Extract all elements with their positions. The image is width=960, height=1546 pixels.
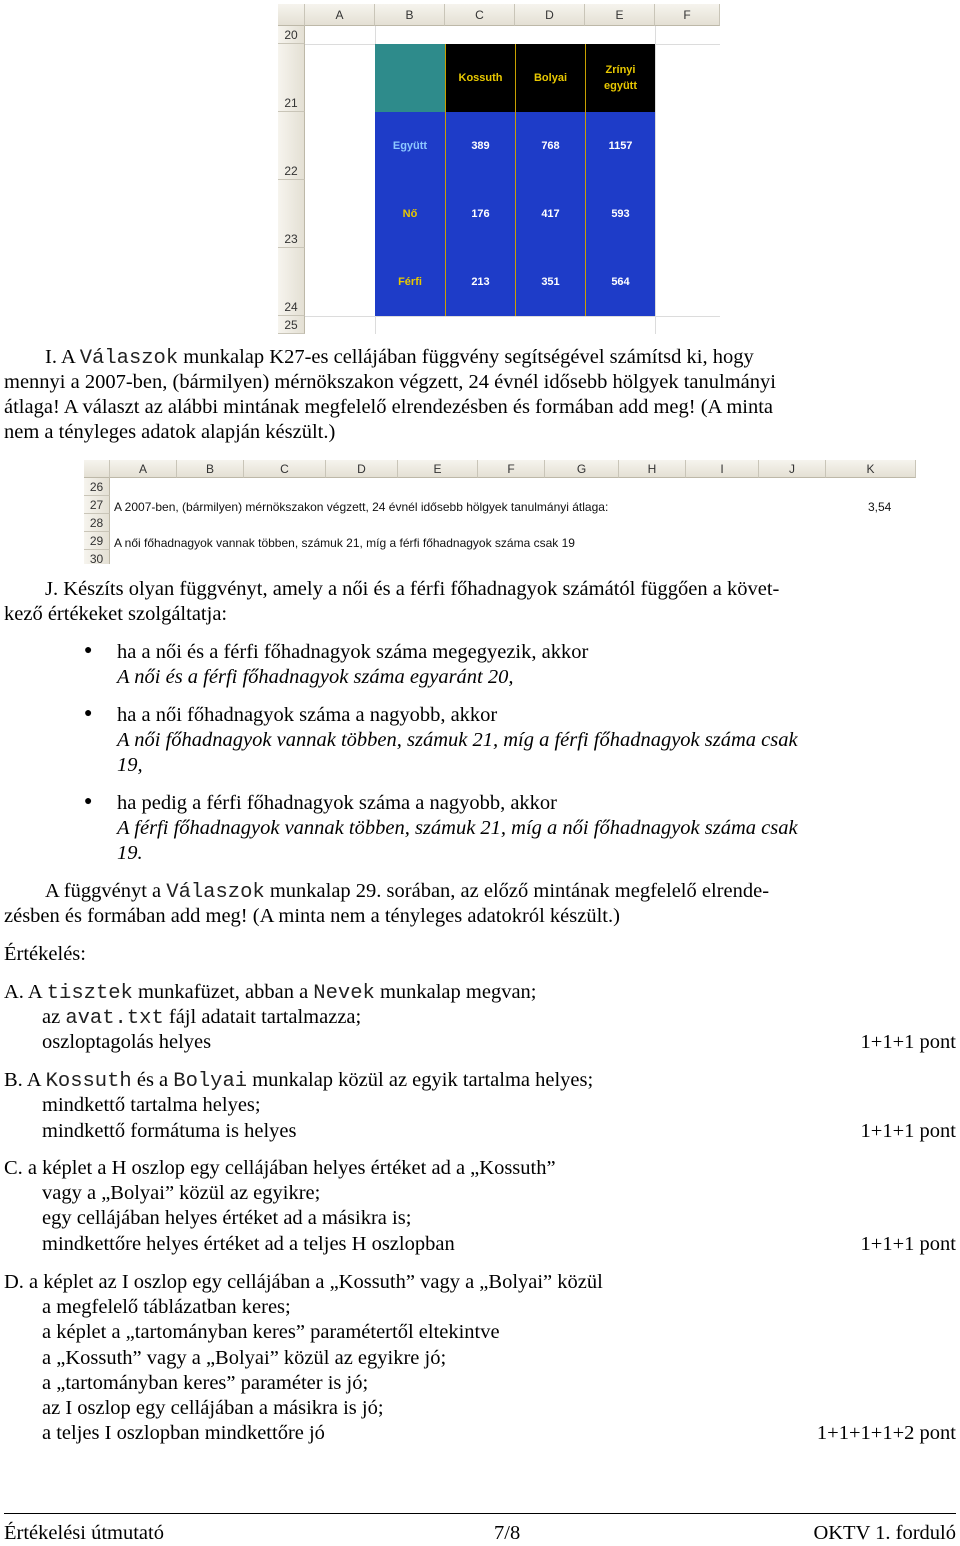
eval-b-points: 1+1+1 pont (860, 1120, 956, 1142)
corner-cell (84, 460, 110, 478)
code-valaszok: Válaszok (79, 347, 179, 370)
column-header-b: B (375, 4, 445, 26)
eval-b-line-3: mindkettő formátuma is helyes (42, 1120, 297, 1142)
row-header-22: 22 (278, 112, 305, 180)
column-header-g: G (545, 460, 619, 478)
condition-2: ha a női főhadnagyok száma a nagyobb, akkor (117, 704, 498, 726)
condition-3: ha pedig a férfi főhadnagyok száma a nagyobb, akkor (117, 792, 558, 814)
eval-c-line-4: mindkettőre helyes értéket ad a teljes H oszlopban (42, 1233, 455, 1255)
column-header-h: H (619, 460, 686, 478)
eval-d-points: 1+1+1+1+2 pont (816, 1422, 956, 1444)
colored-table (375, 44, 655, 316)
column-header-j: J (759, 460, 826, 478)
result-1: A női és a férfi főhadnagyok száma egyaránt 20, (117, 666, 514, 688)
row-header-20: 20 (278, 26, 305, 44)
task-j-line-1: J. Készíts olyan függvényt, amely a női és a férfi főhadnagyok számától függően a követ- (45, 578, 780, 600)
eval-a-prefix: A. A (4, 981, 47, 1003)
column-header-d: D (326, 460, 398, 478)
code-valaszok: Válaszok (166, 881, 265, 904)
row-header-26: 26 (84, 478, 110, 496)
corner-cell (278, 4, 305, 26)
column-header-c: C (445, 4, 515, 26)
footer-divider (4, 1513, 956, 1514)
eval-b-line-1 (4, 1068, 593, 1094)
eval-b-text-1: és a (131, 1069, 174, 1091)
task-j-footer-prefix: A függvényt a (45, 880, 167, 902)
table-corner-cell (375, 44, 445, 112)
row-header-29: 29 (84, 532, 110, 550)
eval-a2-text: fájl adatait tartalmazza; (163, 1006, 362, 1028)
column-header-f: F (655, 4, 720, 26)
condition-1: ha a női és a férfi főhadnagyok száma megegyezik, akkor (117, 641, 589, 663)
column-header-d: D (515, 4, 585, 26)
column-header-b: B (177, 460, 244, 478)
eval-a-line-3: oszloptagolás helyes (42, 1031, 212, 1053)
cell-egyutt-bolyai: 768 (515, 112, 585, 180)
spreadsheet-screenshot-sample (84, 460, 916, 564)
code-bolyai: Bolyai (173, 1070, 248, 1093)
eval-d-line-3: a képlet a „tartományban keres” paramétertől eltekintve (42, 1321, 500, 1343)
cell-k27-value: 3,54 (868, 500, 892, 514)
task-j-footer-line-2: zésben és formában add meg! (A minta nem a tényleges adatokról készült.) (4, 905, 620, 927)
column-header-e: E (398, 460, 478, 478)
task-j-footer-text: munkalap 29. sorában, az előző mintának megfelelő elrende- (264, 880, 770, 902)
row-header-21: 21 (278, 44, 305, 112)
row-header-30: 30 (84, 550, 110, 564)
row-label-no: Nő (375, 180, 445, 248)
task-i-text: munkalap K27-es cellájában függvény segítségével számítsd ki, hogy (178, 346, 754, 368)
cell-a29-text: A női főhadnagyok vannak többen, számuk 21, míg a férfi főhadnagyok száma csak 19 (114, 536, 575, 550)
cell-egyutt-kossuth: 389 (445, 112, 515, 180)
bullet-2: ● (84, 706, 93, 721)
code-kossuth: Kossuth (45, 1070, 132, 1093)
cell-ferfi-bolyai: 351 (515, 248, 585, 316)
eval-d-line-4: a „Kossuth” vagy a „Bolyai” közül az egyikre jó; (42, 1347, 447, 1369)
code-avat-txt: avat.txt (65, 1007, 164, 1030)
eval-a-line-1 (4, 980, 537, 1006)
column-header-k: K (826, 460, 916, 478)
eval-c-line-1: C. a képlet a H oszlop egy cellájában helyes értéket ad a „Kossuth” (4, 1157, 556, 1179)
eval-a-text-2: munkalap megvan; (374, 981, 537, 1003)
header-kossuth: Kossuth (445, 44, 515, 112)
header-zrinyi: Zrínyi együtt (585, 44, 655, 112)
eval-d-line-2: a megfelelő táblázatban keres; (42, 1296, 291, 1318)
code-nevek: Nevek (313, 982, 375, 1005)
task-i-line-2: mennyi a 2007-ben, (bármilyen) mérnökszakon végzett, 24 évnél idősebb hölgyek tanulmányi (4, 371, 776, 393)
row-header-25: 25 (278, 316, 305, 334)
result-2-end: 19, (117, 754, 143, 776)
eval-d-line-1: D. a képlet az I oszlop egy cellájában a „Kossuth” vagy a „Bolyai” közül (4, 1271, 603, 1293)
cell-ferfi-zrinyi: 564 (585, 248, 655, 316)
row-header-27: 27 (84, 496, 110, 514)
cell-egyutt-zrinyi: 1157 (585, 112, 655, 180)
task-i-line-3: átlaga! A választ az alábbi mintának megfelelő elrendezésben és formában add meg! (A minta (4, 396, 774, 418)
cell-no-zrinyi: 593 (585, 180, 655, 248)
header-bolyai: Bolyai (515, 44, 585, 112)
column-header-i: I (686, 460, 759, 478)
column-header-c: C (244, 460, 326, 478)
task-j-footer-line-1 (45, 879, 769, 905)
column-header-f: F (478, 460, 545, 478)
eval-d-line-7: a teljes I oszlopban mindkettőre jó (42, 1422, 325, 1444)
column-header-a: A (305, 4, 375, 26)
row-label-egyutt: Együtt (375, 112, 445, 180)
footer-right: OKTV 1. forduló (813, 1522, 956, 1544)
footer-left: Értékelési útmutató (4, 1522, 164, 1544)
eval-b-text-2: munkalap közül az egyik tartalma helyes; (247, 1069, 594, 1091)
result-3-end: 19. (117, 842, 143, 864)
eval-d-line-6: az I oszlop egy cellájában a másikra is jó; (42, 1397, 384, 1419)
row-header-28: 28 (84, 514, 110, 532)
eval-c-points: 1+1+1 pont (860, 1233, 956, 1255)
eval-b-line-2: mindkettő tartalma helyes; (42, 1094, 261, 1116)
eval-b-prefix: B. A (4, 1069, 46, 1091)
evaluation-title: Értékelés: (4, 943, 86, 965)
result-3: A férfi főhadnagyok vannak többen, számuk 21, míg a női főhadnagyok száma csak (117, 817, 798, 839)
cell-ferfi-kossuth: 213 (445, 248, 515, 316)
task-i-prefix: I. A (45, 346, 80, 368)
eval-d-line-5: a „tartományban keres” paraméter is jó; (42, 1372, 369, 1394)
eval-c-line-3: egy cellájában helyes értéket ad a másikra is; (42, 1207, 412, 1229)
eval-a2-prefix: az (42, 1006, 66, 1028)
eval-a-text-1: munkafüzet, abban a (132, 981, 314, 1003)
row-header-24: 24 (278, 248, 305, 316)
bullet-3: ● (84, 794, 93, 809)
eval-a-line-2 (42, 1005, 361, 1031)
footer-page-number: 7/8 (494, 1522, 521, 1544)
row-label-ferfi: Férfi (375, 248, 445, 316)
spreadsheet-screenshot-results (278, 4, 720, 334)
eval-c-line-2: vagy a „Bolyai” közül az egyikre; (42, 1182, 321, 1204)
column-header-a: A (110, 460, 177, 478)
task-j-line-2: kező értékeket szolgáltatja: (4, 603, 228, 625)
result-2: A női főhadnagyok vannak többen, számuk 21, míg a férfi főhadnagyok száma csak (117, 729, 798, 751)
cell-no-bolyai: 417 (515, 180, 585, 248)
task-i-line-4: nem a tényleges adatok alapján készült.) (4, 421, 336, 443)
code-tisztek: tisztek (46, 982, 133, 1005)
row-header-23: 23 (278, 180, 305, 248)
cell-no-kossuth: 176 (445, 180, 515, 248)
cell-a27-text: A 2007-ben, (bármilyen) mérnökszakon végzett, 24 évnél idősebb hölgyek tanulmányi átlaga: (114, 500, 609, 514)
bullet-1: ● (84, 643, 93, 658)
task-i-line-1 (45, 345, 754, 371)
eval-a-points: 1+1+1 pont (860, 1031, 956, 1053)
column-header-e: E (585, 4, 655, 26)
